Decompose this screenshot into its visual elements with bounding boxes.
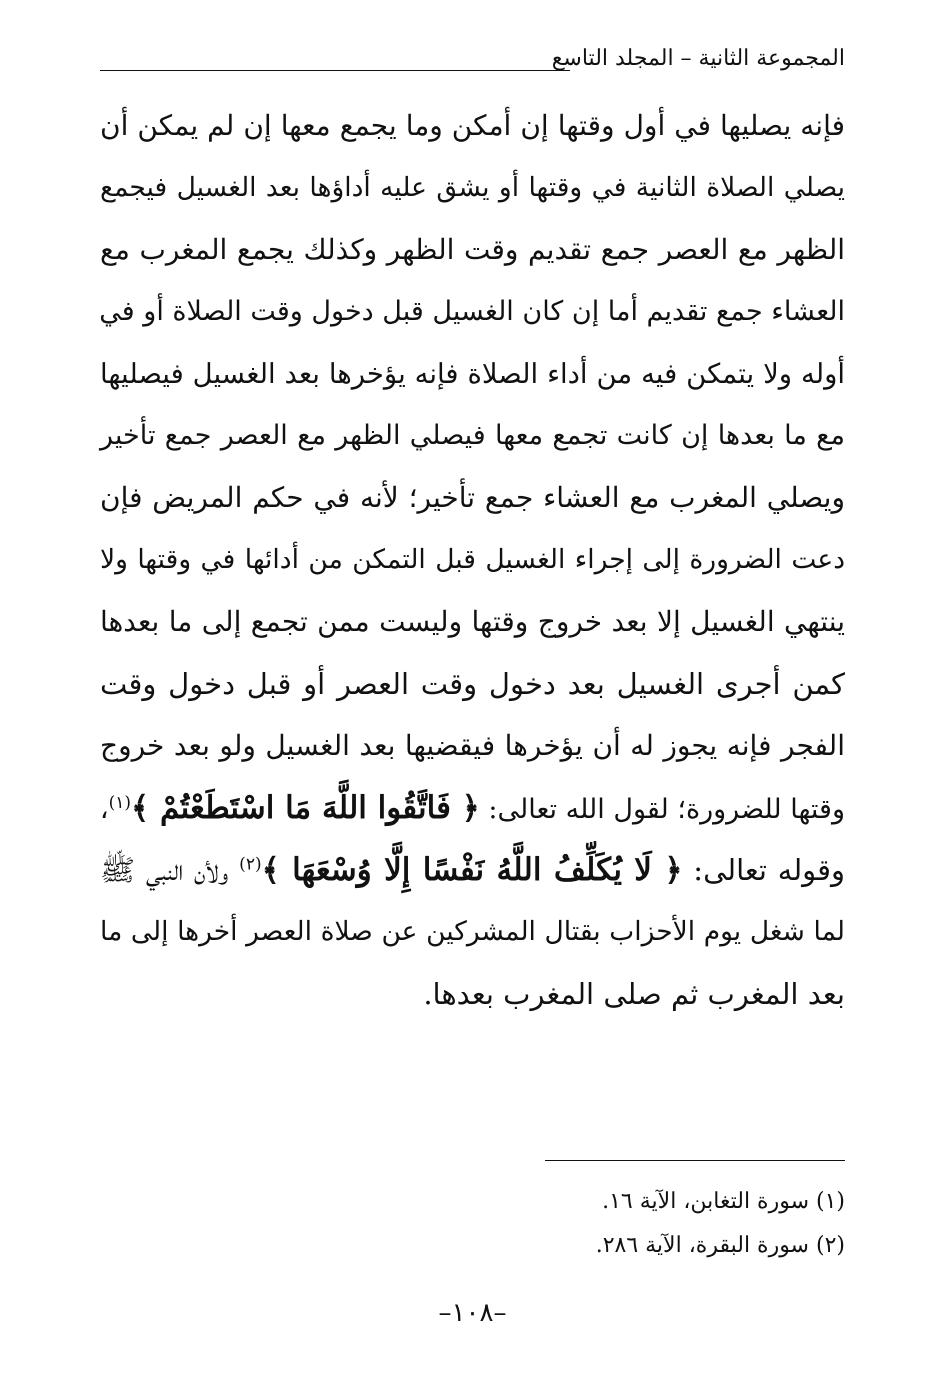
footnote-ref: (١) <box>108 793 132 813</box>
text-line: كمن أجرى الغسيل بعد دخول وقت العصر أو قبل دخول وقت <box>100 667 845 701</box>
footnotes <box>100 1180 845 1268</box>
text-line: بعد المغرب ثم صلى المغرب بعدها. <box>423 977 845 1011</box>
text-line: لما شغل يوم الأحزاب بقتال المشركين عن صلاة العصر أخرها إلى ما <box>100 916 845 947</box>
text-segment: ولأن النبي ﷺ <box>100 853 240 887</box>
text-line: فإنه يصليها في أول وقتها إن أمكن وما يجمع معها إن لم يمكن أن <box>100 109 845 142</box>
quran-verse: ﴿ لَا يُكَلِّفُ اللَّهُ نَفْسًا إِلَّا وُسْعَهَا ﴾ <box>261 852 683 888</box>
text-line: الفجر فإنه يجوز له أن يؤخرها فيقضيها بعد الغسيل ولو بعد خروج <box>100 729 845 762</box>
text-line: ويصلي المغرب مع العشاء جمع تأخير؛ لأنه في حكم المريض فإن <box>100 481 845 514</box>
text-segment: وقتها للضرورة؛ لقول الله تعالى: <box>479 794 845 825</box>
text-line: يصلي الصلاة الثانية في وقتها أو يشق عليه أداؤها بعد الغسيل فيجمع <box>100 172 845 203</box>
text-line-with-verse <box>100 777 845 839</box>
running-header <box>100 40 845 80</box>
footnote-rule <box>545 1160 845 1161</box>
page-number: –١٠٨– <box>438 1298 507 1328</box>
text-line: أوله ولا يتمكن فيه من أداء الصلاة فإنه يؤخرها بعد الغسيل فيصليها <box>100 358 845 390</box>
footnote: (١) سورة التغابن، الآية ١٦. <box>602 1189 845 1214</box>
text-line: الظهر مع العصر جمع تقديم وقت الظهر وكذلك يجمع المغرب مع <box>100 233 845 266</box>
quran-verse: ﴿ فَاتَّقُوا اللَّهَ مَا اسْتَطَعْتُمْ ﴾ <box>131 790 480 826</box>
text-line: ينتهي الغسيل إلا بعد خروج وقتها وليست ممن تجمع إلى ما بعدها <box>100 605 845 638</box>
footnote-ref: (٢) <box>239 854 262 875</box>
footnote: (٢) سورة البقرة، الآية ٢٨٦. <box>595 1233 845 1258</box>
text-segment: ، <box>99 794 109 825</box>
text-line: دعت الضرورة إلى إجراء الغسيل قبل التمكن من أدائها في وقتها ولا <box>100 544 846 575</box>
text-line: العشاء جمع تقديم أما إن كان الغسيل قبل دخول وقت الصلاة أو في <box>99 296 845 327</box>
text-line: مع ما بعدها إن كانت تجمع معها فيصلي الظهر مع العصر جمع تأخير <box>100 420 845 451</box>
header-rule <box>100 70 570 71</box>
body-text <box>100 95 845 1025</box>
header-title: المجموعة الثانية – المجلد التاسع <box>551 46 845 71</box>
text-line-with-verse <box>100 839 845 901</box>
text-segment: وقوله تعالى: <box>682 853 845 887</box>
